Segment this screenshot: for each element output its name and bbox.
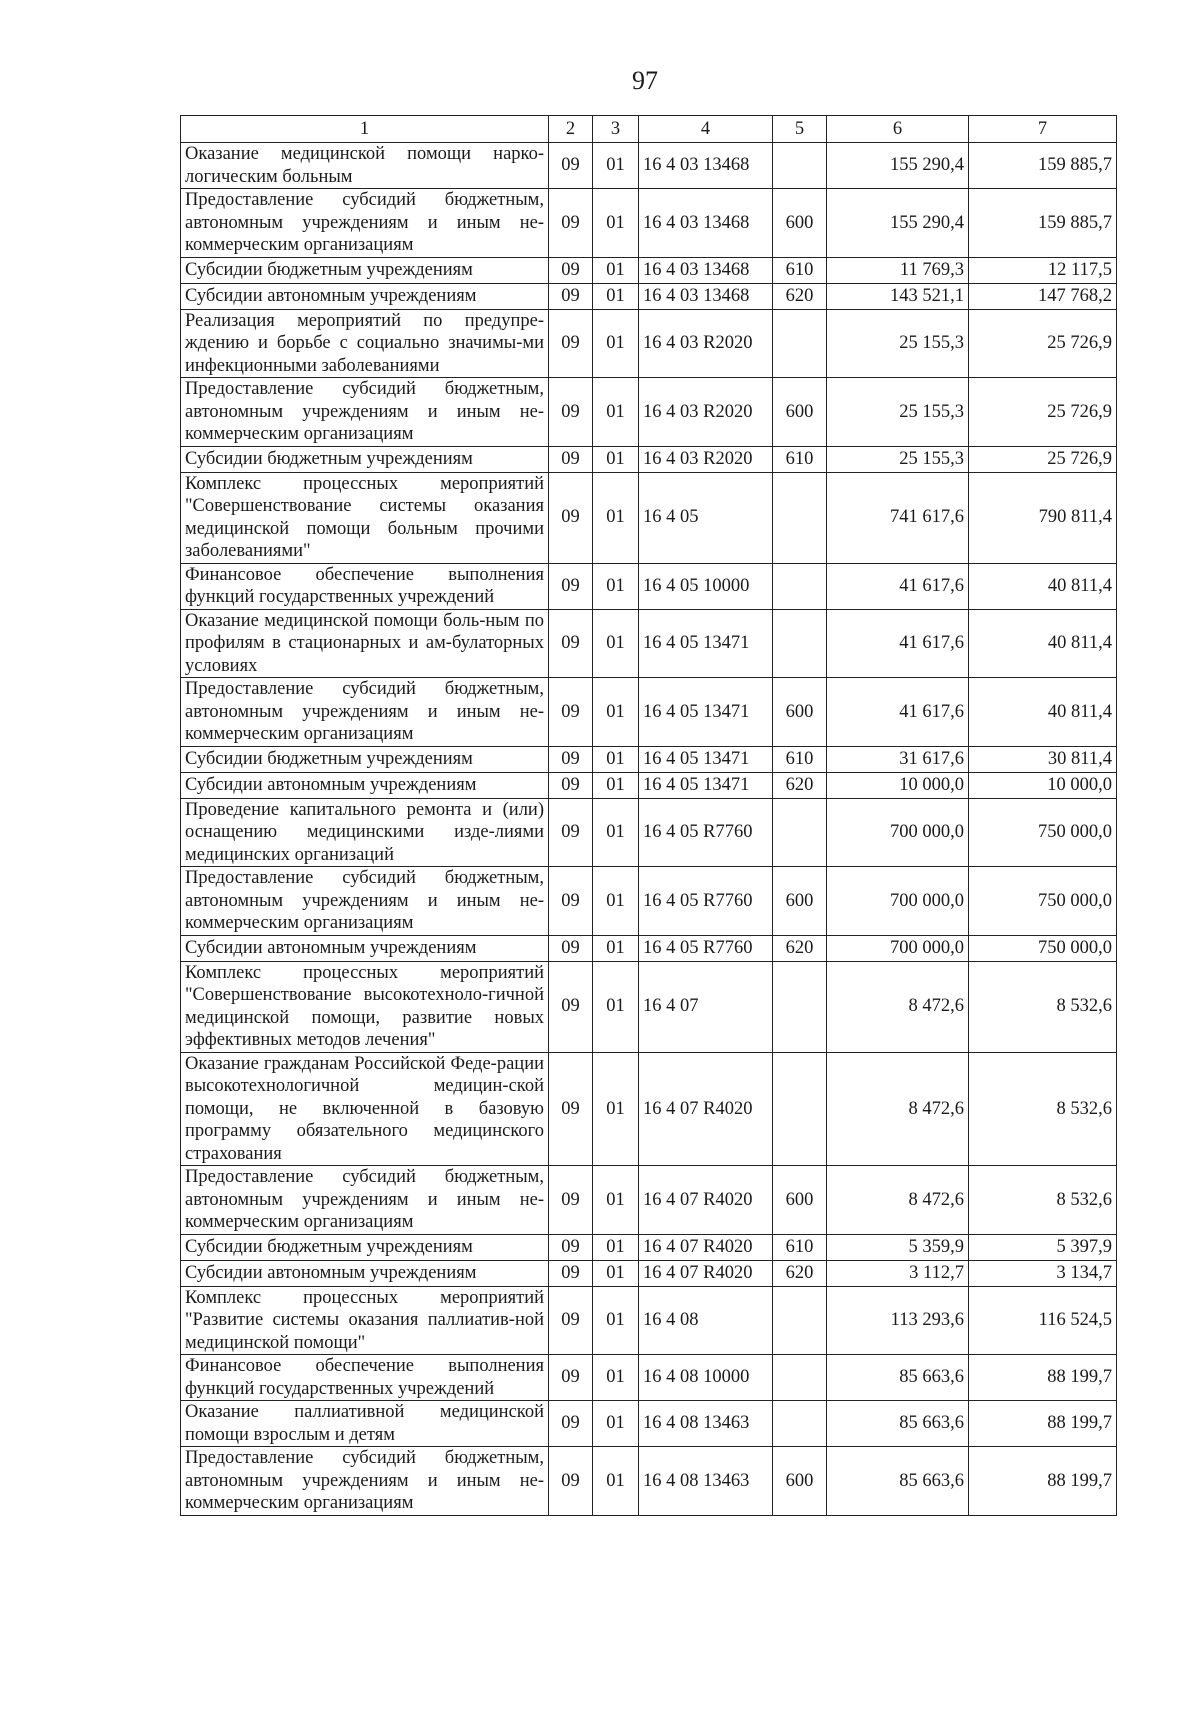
row-section: 09: [549, 257, 593, 283]
table-row: [181, 678, 1117, 747]
column-header: 7: [969, 116, 1117, 143]
row-target-code: 16 4 07: [639, 961, 773, 1052]
row-amount-col7: 88 199,7: [969, 1401, 1117, 1447]
table-row: [181, 309, 1117, 378]
row-section: 09: [549, 1234, 593, 1260]
table-row: [181, 1234, 1117, 1260]
row-amount-col6: 8 472,6: [827, 961, 969, 1052]
row-expense-type: 620: [773, 283, 827, 309]
row-amount-col6: 3 112,7: [827, 1260, 969, 1286]
row-amount-col7: 750 000,0: [969, 935, 1117, 961]
table-header-row: [181, 116, 1117, 143]
row-expense-type: [773, 1286, 827, 1355]
row-subsection: 01: [593, 746, 639, 772]
row-section: 09: [549, 798, 593, 867]
row-name: Проведение капитального ремонта и (или) оснащению медицинскими изде-лиями медицинских организаций: [181, 798, 549, 867]
row-target-code: 16 4 03 R2020: [639, 446, 773, 472]
row-name: Комплекс процессных мероприятий "Совершенствование системы оказания медицинской помощи больным прочими заболеваниями": [181, 472, 549, 563]
row-amount-col6: 85 663,6: [827, 1401, 969, 1447]
row-subsection: 01: [593, 472, 639, 563]
row-amount-col6: 8 472,6: [827, 1052, 969, 1166]
row-target-code: 16 4 05 13471: [639, 609, 773, 678]
row-amount-col7: 5 397,9: [969, 1234, 1117, 1260]
row-target-code: 16 4 05: [639, 472, 773, 563]
row-target-code: 16 4 07 R4020: [639, 1166, 773, 1235]
row-section: 09: [549, 1286, 593, 1355]
row-subsection: 01: [593, 1052, 639, 1166]
row-name: Субсидии автономным учреждениям: [181, 772, 549, 798]
row-name: Субсидии автономным учреждениям: [181, 935, 549, 961]
row-amount-col6: 85 663,6: [827, 1447, 969, 1516]
row-name: Субсидии автономным учреждениям: [181, 283, 549, 309]
row-amount-col7: 40 811,4: [969, 609, 1117, 678]
row-subsection: 01: [593, 961, 639, 1052]
row-expense-type: [773, 309, 827, 378]
row-name: Предоставление субсидий бюджетным, автономным учреждениям и иным не-коммерческим организациям: [181, 378, 549, 447]
row-amount-col7: 25 726,9: [969, 446, 1117, 472]
column-header: 5: [773, 116, 827, 143]
row-amount-col7: 750 000,0: [969, 867, 1117, 936]
row-target-code: 16 4 05 R7760: [639, 935, 773, 961]
row-name: Предоставление субсидий бюджетным, автономным учреждениям и иным не-коммерческим организациям: [181, 678, 549, 747]
row-target-code: 16 4 05 13471: [639, 678, 773, 747]
row-amount-col7: 8 532,6: [969, 961, 1117, 1052]
table-row: [181, 772, 1117, 798]
row-section: 09: [549, 961, 593, 1052]
row-amount-col7: 25 726,9: [969, 309, 1117, 378]
row-expense-type: 610: [773, 746, 827, 772]
row-amount-col7: 88 199,7: [969, 1447, 1117, 1516]
row-target-code: 16 4 08 10000: [639, 1355, 773, 1401]
row-amount-col6: 155 290,4: [827, 189, 969, 258]
row-name: Субсидии бюджетным учреждениям: [181, 446, 549, 472]
table-row: [181, 143, 1117, 189]
row-subsection: 01: [593, 678, 639, 747]
row-section: 09: [549, 1166, 593, 1235]
row-amount-col6: 113 293,6: [827, 1286, 969, 1355]
row-amount-col6: 8 472,6: [827, 1166, 969, 1235]
row-subsection: 01: [593, 1166, 639, 1235]
row-section: 09: [549, 1260, 593, 1286]
row-amount-col6: 11 769,3: [827, 257, 969, 283]
column-header: 3: [593, 116, 639, 143]
row-amount-col7: 750 000,0: [969, 798, 1117, 867]
table-row: [181, 1260, 1117, 1286]
row-expense-type: 610: [773, 446, 827, 472]
table-row: [181, 1447, 1117, 1516]
row-section: 09: [549, 1401, 593, 1447]
column-header: 1: [181, 116, 549, 143]
row-name: Финансовое обеспечение выполнения функций государственных учреждений: [181, 563, 549, 609]
column-header: 4: [639, 116, 773, 143]
row-name: Субсидии автономным учреждениям: [181, 1260, 549, 1286]
table-row: [181, 609, 1117, 678]
row-subsection: 01: [593, 309, 639, 378]
row-subsection: 01: [593, 1355, 639, 1401]
row-amount-col7: 30 811,4: [969, 746, 1117, 772]
row-subsection: 01: [593, 609, 639, 678]
row-amount-col7: 3 134,7: [969, 1260, 1117, 1286]
column-header: 2: [549, 116, 593, 143]
table-row: [181, 1355, 1117, 1401]
table-row: [181, 746, 1117, 772]
table-row: [181, 257, 1117, 283]
table-row: [181, 1166, 1117, 1235]
row-amount-col6: 41 617,6: [827, 609, 969, 678]
row-section: 09: [549, 563, 593, 609]
row-subsection: 01: [593, 867, 639, 936]
row-subsection: 01: [593, 935, 639, 961]
row-subsection: 01: [593, 378, 639, 447]
row-name: Финансовое обеспечение выполнения функций государственных учреждений: [181, 1355, 549, 1401]
table-row: [181, 1052, 1117, 1166]
row-expense-type: 620: [773, 1260, 827, 1286]
row-amount-col6: 25 155,3: [827, 378, 969, 447]
table-row: [181, 283, 1117, 309]
row-amount-col6: 10 000,0: [827, 772, 969, 798]
row-subsection: 01: [593, 446, 639, 472]
row-target-code: 16 4 03 R2020: [639, 378, 773, 447]
row-amount-col7: 10 000,0: [969, 772, 1117, 798]
row-amount-col6: 741 617,6: [827, 472, 969, 563]
row-expense-type: [773, 472, 827, 563]
row-expense-type: 600: [773, 867, 827, 936]
row-amount-col7: 88 199,7: [969, 1355, 1117, 1401]
row-amount-col6: 41 617,6: [827, 563, 969, 609]
row-expense-type: [773, 798, 827, 867]
row-target-code: 16 4 05 13471: [639, 772, 773, 798]
row-expense-type: [773, 961, 827, 1052]
row-target-code: 16 4 03 13468: [639, 189, 773, 258]
row-subsection: 01: [593, 1401, 639, 1447]
row-name: Оказание медицинской помощи нарко-логическим больным: [181, 143, 549, 189]
row-name: Реализация мероприятий по предупре-ждению и борьбе с социально значимы-ми инфекционными заболеваниями: [181, 309, 549, 378]
row-subsection: 01: [593, 798, 639, 867]
row-amount-col6: 700 000,0: [827, 798, 969, 867]
row-section: 09: [549, 189, 593, 258]
row-amount-col6: 25 155,3: [827, 446, 969, 472]
row-section: 09: [549, 1052, 593, 1166]
row-target-code: 16 4 03 13468: [639, 283, 773, 309]
row-section: 09: [549, 378, 593, 447]
row-amount-col6: 143 521,1: [827, 283, 969, 309]
row-section: 09: [549, 472, 593, 563]
row-expense-type: [773, 1401, 827, 1447]
row-amount-col6: 155 290,4: [827, 143, 969, 189]
row-section: 09: [549, 446, 593, 472]
row-name: Субсидии бюджетным учреждениям: [181, 746, 549, 772]
row-name: Субсидии бюджетным учреждениям: [181, 1234, 549, 1260]
row-amount-col6: 41 617,6: [827, 678, 969, 747]
row-target-code: 16 4 03 13468: [639, 257, 773, 283]
row-expense-type: [773, 1355, 827, 1401]
row-target-code: 16 4 08: [639, 1286, 773, 1355]
table-row: [181, 867, 1117, 936]
row-section: 09: [549, 772, 593, 798]
row-expense-type: 600: [773, 1447, 827, 1516]
row-expense-type: [773, 1052, 827, 1166]
row-amount-col7: 25 726,9: [969, 378, 1117, 447]
row-section: 09: [549, 935, 593, 961]
row-amount-col7: 40 811,4: [969, 563, 1117, 609]
row-target-code: 16 4 05 R7760: [639, 867, 773, 936]
row-expense-type: [773, 143, 827, 189]
row-target-code: 16 4 05 R7760: [639, 798, 773, 867]
row-name: Комплекс процессных мероприятий "Развитие системы оказания паллиатив-ной медицинской помощи": [181, 1286, 549, 1355]
row-expense-type: [773, 609, 827, 678]
row-expense-type: [773, 563, 827, 609]
table-row: [181, 189, 1117, 258]
row-target-code: 16 4 08 13463: [639, 1401, 773, 1447]
row-amount-col6: 85 663,6: [827, 1355, 969, 1401]
row-section: 09: [549, 1355, 593, 1401]
row-section: 09: [549, 143, 593, 189]
page-number: 97: [632, 66, 658, 95]
row-amount-col7: 790 811,4: [969, 472, 1117, 563]
row-amount-col7: 8 532,6: [969, 1166, 1117, 1235]
row-subsection: 01: [593, 257, 639, 283]
row-amount-col7: 12 117,5: [969, 257, 1117, 283]
row-subsection: 01: [593, 563, 639, 609]
row-target-code: 16 4 03 13468: [639, 143, 773, 189]
row-name: Предоставление субсидий бюджетным, автономным учреждениям и иным не-коммерческим организациям: [181, 1447, 549, 1516]
table-row: [181, 563, 1117, 609]
row-subsection: 01: [593, 1234, 639, 1260]
row-subsection: 01: [593, 283, 639, 309]
row-target-code: 16 4 05 10000: [639, 563, 773, 609]
row-name: Оказание паллиативной медицинской помощи взрослым и детям: [181, 1401, 549, 1447]
row-amount-col6: 5 359,9: [827, 1234, 969, 1260]
row-amount-col7: 159 885,7: [969, 189, 1117, 258]
column-header: 6: [827, 116, 969, 143]
table-row: [181, 1401, 1117, 1447]
row-section: 09: [549, 746, 593, 772]
table-body: [181, 143, 1117, 1516]
row-expense-type: 610: [773, 257, 827, 283]
row-subsection: 01: [593, 143, 639, 189]
row-name: Предоставление субсидий бюджетным, автономным учреждениям и иным не-коммерческим организациям: [181, 867, 549, 936]
row-expense-type: 600: [773, 189, 827, 258]
row-section: 09: [549, 867, 593, 936]
row-amount-col6: 700 000,0: [827, 935, 969, 961]
row-amount-col7: 116 524,5: [969, 1286, 1117, 1355]
table-row: [181, 472, 1117, 563]
row-amount-col7: 8 532,6: [969, 1052, 1117, 1166]
row-target-code: 16 4 07 R4020: [639, 1234, 773, 1260]
row-target-code: 16 4 07 R4020: [639, 1260, 773, 1286]
row-amount-col6: 700 000,0: [827, 867, 969, 936]
row-expense-type: 600: [773, 378, 827, 447]
row-name: Предоставление субсидий бюджетным, автономным учреждениям и иным не-коммерческим организациям: [181, 189, 549, 258]
row-target-code: 16 4 08 13463: [639, 1447, 773, 1516]
row-amount-col7: 40 811,4: [969, 678, 1117, 747]
row-name: Оказание гражданам Российской Феде-рации высокотехнологичной медицин-ской помощи, не включенной в базовую программу обязательного медицинского страхования: [181, 1052, 549, 1166]
row-expense-type: 610: [773, 1234, 827, 1260]
table-row: [181, 798, 1117, 867]
table-row: [181, 1286, 1117, 1355]
row-expense-type: 600: [773, 1166, 827, 1235]
row-name: Оказание медицинской помощи боль-ным по профилям в стационарных и ам-булаторных условиях: [181, 609, 549, 678]
row-subsection: 01: [593, 1286, 639, 1355]
row-subsection: 01: [593, 1447, 639, 1516]
row-subsection: 01: [593, 1260, 639, 1286]
row-name: Комплекс процессных мероприятий "Совершенствование высокотехноло-гичной медицинской помощи, развитие новых эффективных методов лечения": [181, 961, 549, 1052]
table-row: [181, 961, 1117, 1052]
row-amount-col7: 159 885,7: [969, 143, 1117, 189]
row-amount-col6: 31 617,6: [827, 746, 969, 772]
row-target-code: 16 4 07 R4020: [639, 1052, 773, 1166]
table-row: [181, 935, 1117, 961]
row-section: 09: [549, 309, 593, 378]
row-subsection: 01: [593, 772, 639, 798]
row-expense-type: 620: [773, 935, 827, 961]
row-section: 09: [549, 1447, 593, 1516]
row-target-code: 16 4 05 13471: [639, 746, 773, 772]
row-name: Предоставление субсидий бюджетным, автономным учреждениям и иным не-коммерческим организациям: [181, 1166, 549, 1235]
row-section: 09: [549, 678, 593, 747]
row-section: 09: [549, 283, 593, 309]
row-section: 09: [549, 609, 593, 678]
row-expense-type: 620: [773, 772, 827, 798]
budget-table: [180, 115, 1117, 1516]
row-amount-col6: 25 155,3: [827, 309, 969, 378]
row-expense-type: 600: [773, 678, 827, 747]
table-row: [181, 446, 1117, 472]
row-amount-col7: 147 768,2: [969, 283, 1117, 309]
row-subsection: 01: [593, 189, 639, 258]
row-name: Субсидии бюджетным учреждениям: [181, 257, 549, 283]
row-target-code: 16 4 03 R2020: [639, 309, 773, 378]
table-row: [181, 378, 1117, 447]
